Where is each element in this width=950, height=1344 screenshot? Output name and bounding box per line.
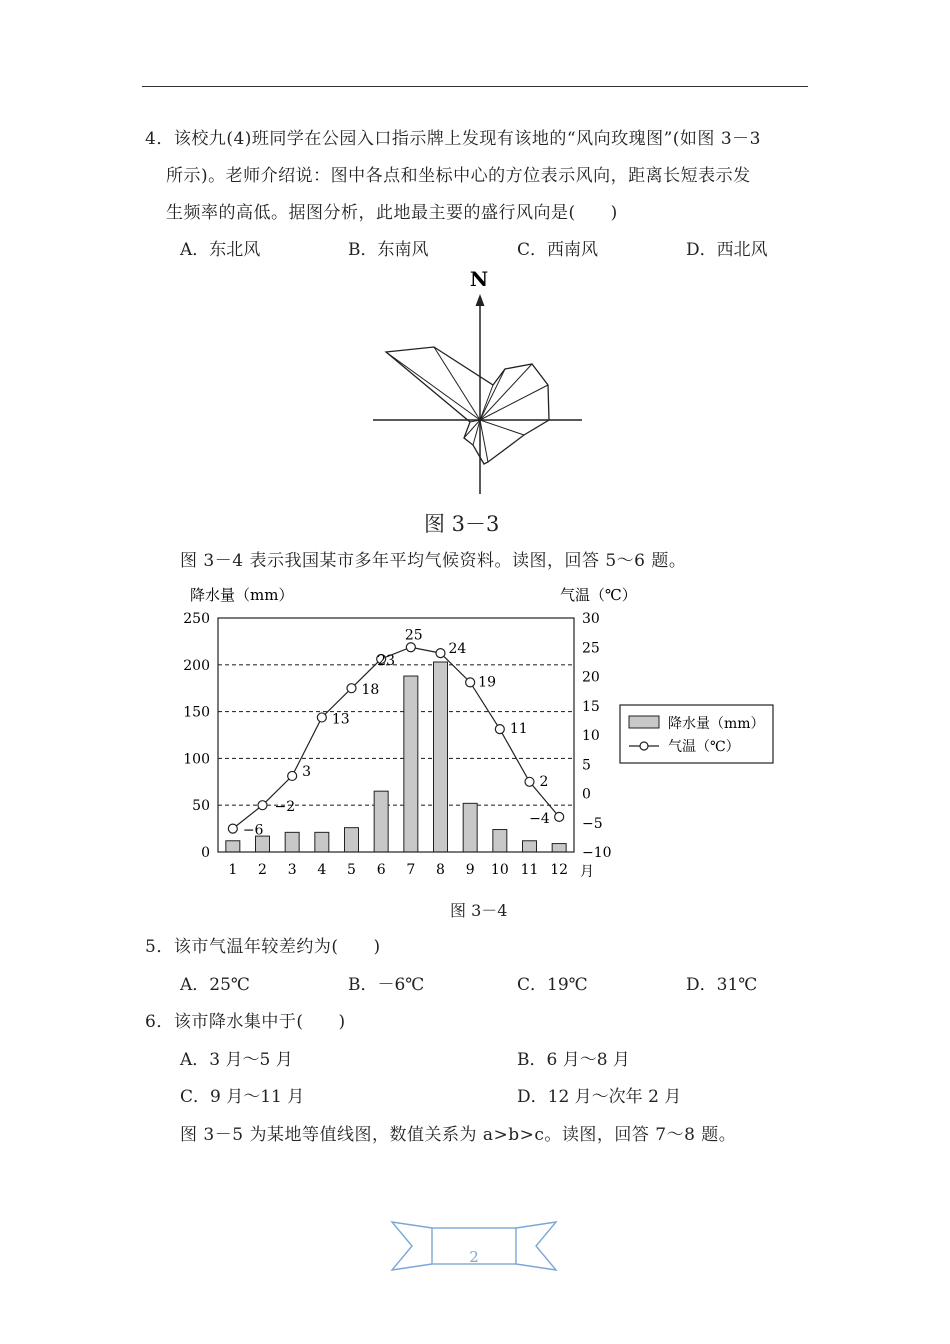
temp-axis-title: 气温（℃）: [560, 586, 637, 604]
q6-option-c[interactable]: C．9 月～11 月: [180, 1087, 305, 1107]
month-tick-label: 4: [317, 862, 327, 878]
precip-tick-label: 250: [183, 611, 210, 627]
temp-data-label: −4: [529, 810, 550, 827]
ribbon-right-tail: [516, 1222, 556, 1270]
precip-bar: [315, 832, 329, 852]
page-number: 2: [469, 1248, 479, 1266]
temp-point: [436, 649, 445, 658]
q6-option-d[interactable]: D．12 月～次年 2 月: [517, 1087, 682, 1107]
x-unit-label: 月: [580, 864, 594, 880]
temp-data-label: −2: [274, 799, 296, 816]
legend-bar-swatch: [629, 716, 659, 728]
wind-rose-spokes: [386, 347, 549, 462]
temp-point: [555, 812, 564, 821]
header-rule: [142, 86, 808, 87]
q5-stem: 5．该市气温年较差约为( ): [145, 937, 381, 957]
legend-temp-label: 气温（℃）: [668, 739, 740, 755]
precip-bar: [493, 830, 507, 852]
intro-q5-6: 图 3－4 表示我国某市多年平均气候资料。读图，回答 5～6 题。: [180, 551, 687, 571]
month-tick-label: 2: [258, 862, 267, 878]
temp-tick-label: 20: [582, 669, 600, 686]
q4-option-b[interactable]: B．东南风: [348, 240, 429, 260]
north-label: N: [469, 267, 489, 291]
ribbon-left-tail: [392, 1222, 432, 1270]
precip-bar: [345, 828, 359, 852]
temp-point: [495, 725, 504, 734]
temp-data-label: 18: [361, 682, 380, 699]
q4-option-a[interactable]: A．东北风: [180, 240, 261, 260]
precip-bar: [552, 844, 566, 852]
month-tick-label: 11: [520, 862, 539, 878]
temp-tick-label: 30: [582, 611, 600, 627]
wind-rose-figure: [360, 262, 600, 502]
temp-line: [228, 627, 563, 838]
temp-point: [347, 684, 356, 693]
temp-data-label: 23: [377, 652, 395, 669]
temp-point: [466, 678, 475, 687]
precip-bar: [226, 841, 240, 852]
climate-chart: [180, 580, 780, 890]
temp-tick-label: −5: [582, 815, 603, 832]
q6-stem: 6．该市降水集中于( ): [145, 1012, 346, 1032]
figure-3-4-caption: 图 3－4: [450, 901, 508, 920]
q4-line-3: 生频率的高低。据图分析，此地最主要的盛行风向是( ): [166, 203, 618, 223]
month-tick-label: 3: [287, 862, 297, 878]
figure-3-3-caption: 图 3－3: [424, 512, 500, 536]
precip-tick-label: 50: [192, 798, 210, 815]
legend-line-marker: [640, 742, 648, 750]
precip-bar: [463, 803, 477, 852]
precip-bar: [404, 676, 418, 852]
temp-tick-label: 10: [582, 728, 600, 744]
q4-line-2: 所示)。老师介绍说：图中各点和坐标中心的方位表示风向，距离长短表示发: [166, 166, 751, 186]
temp-data-label: 13: [331, 711, 350, 728]
q4-option-d[interactable]: D．西北风: [686, 240, 768, 260]
q5-option-d[interactable]: D．31℃: [686, 975, 758, 995]
month-tick-label: 8: [436, 862, 445, 878]
month-tick-label: 1: [228, 862, 238, 878]
month-tick-label: 10: [490, 862, 509, 878]
month-tick-label: 12: [550, 862, 569, 878]
temp-tick-label: 15: [582, 698, 600, 715]
temp-tick-label: 0: [582, 786, 591, 803]
temp-data-label: 24: [448, 641, 467, 658]
temp-tick-label: 5: [582, 757, 591, 774]
temp-data-label: 11: [509, 721, 528, 738]
temp-point: [288, 771, 297, 780]
precip-bar: [434, 662, 448, 852]
temp-data-label: 2: [539, 773, 549, 790]
month-tick-label: 6: [376, 862, 386, 878]
precip-tick-label: 150: [183, 704, 210, 721]
month-tick-label: 5: [347, 862, 356, 878]
q6-option-b[interactable]: B．6 月～8 月: [517, 1050, 630, 1070]
month-tick-label: 7: [406, 862, 416, 878]
north-arrow: [476, 294, 485, 306]
q5-option-a[interactable]: A．25℃: [180, 975, 250, 995]
temp-data-label: 25: [404, 627, 423, 644]
precip-tick-label: 0: [201, 845, 210, 861]
legend-precip-label: 降水量（mm）: [668, 716, 765, 732]
temp-data-label: −6: [242, 822, 264, 839]
q4-option-c[interactable]: C．西南风: [517, 240, 599, 260]
precip-tick-label: 100: [183, 751, 210, 768]
temp-point: [228, 824, 237, 833]
wind-rose-outline: [386, 347, 549, 464]
temp-tick-label: −10: [582, 845, 612, 861]
temp-point: [406, 643, 415, 652]
temp-data-label: 3: [302, 763, 312, 780]
q5-option-b[interactable]: B．－6℃: [348, 975, 425, 995]
precip-bar: [374, 791, 388, 852]
temp-point: [525, 777, 534, 786]
page-number-ribbon: [390, 1218, 558, 1288]
precip-bar: [523, 841, 537, 852]
q4-line-1: 4．该校九(4)班同学在公园入口指示牌上发现有该地的“风向玫瑰图”(如图 3－3: [145, 129, 761, 149]
precip-tick-label: 200: [183, 657, 210, 674]
temp-point: [317, 713, 326, 722]
temp-tick-label: 25: [582, 640, 600, 657]
q6-option-a[interactable]: A．3 月～5 月: [180, 1050, 293, 1070]
temp-data-label: 19: [478, 674, 496, 691]
intro-q7-8: 图 3－5 为某地等值线图，数值关系为 a>b>c。读图，回答 7～8 题。: [180, 1125, 737, 1145]
q5-option-c[interactable]: C．19℃: [517, 975, 588, 995]
temp-point: [258, 801, 267, 810]
precip-axis-title: 降水量（mm）: [190, 586, 294, 604]
precip-bar: [285, 832, 299, 852]
chart-legend: [620, 705, 773, 763]
month-tick-label: 9: [465, 862, 475, 878]
